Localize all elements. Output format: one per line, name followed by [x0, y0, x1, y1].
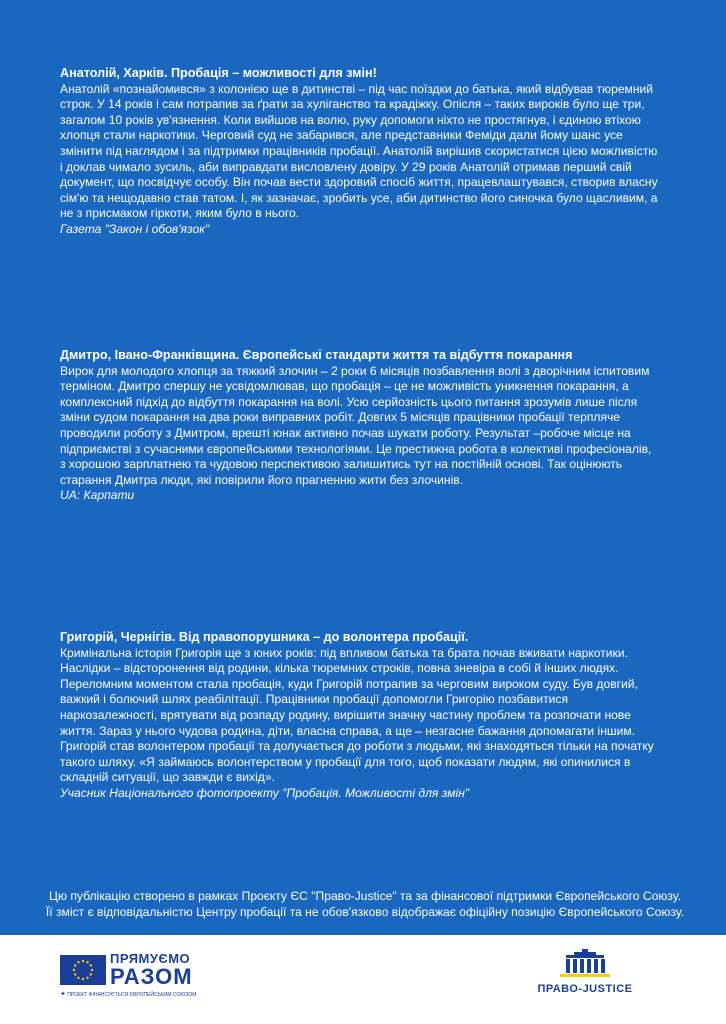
eu-disclaimer [20, 888, 710, 920]
story-source: UA: Карпати [60, 488, 135, 503]
logo-line-2: РАЗОМ [110, 964, 193, 989]
story-dmytro [60, 348, 660, 504]
story-anatoliy [60, 66, 660, 238]
columns-icon [558, 949, 612, 979]
story-title: Дмитро, Івано-Франківщина. Європейські стандарти життя та відбуття покарання [60, 348, 573, 362]
disclaimer-line-2: Її зміст є відповідальністю Центру пробації та не обов'язково відображає офіційну позицію Європейського Союзу. [45, 905, 685, 919]
story-title: Григорій, Чернігів. Від правопорушника – до волонтера пробації. [60, 630, 469, 644]
eu-funding-note [60, 992, 196, 998]
story-body: Кримінальна історія Григорія ще з юних років: під впливом батька та брата почав вживати наркотики. Наслідки – відсторонення від родини, кілька тюремних строків, повна зневіра в собі й інших людях. Переломним моментом стала пробація, куди Григорій потрапив за черговим вироком суду. Був довгий, важкий і болючий шлях реабілітації. Працівники пробації допомогли Григорію позбавитися наркозалежності, врятувати від розпаду родину, вирішити значну частину проблем та розпочати нове життя. Зараз у нього чудова родина, діти, власна справа, а ще – незгасне бажання допомагати іншим. Григорій став волонтером пробації та долучається до роботи з людьми, які знаходяться тільки на початку такого шляху. «Я займаюсь волонтерством у пробації для того, щоб показати людям, які опинилися в складній ситуації, що завжди є вихід». [60, 645, 654, 785]
story-body: Анатолій «познайомився» з колонією ще в дитинстві – під час поїздки до батька, який відбував тюремний строк. У 14 років і сам потрапив за ґрати за хуліганство та крадіжку. Опісля – таких вироків було ще три, загалом 10 років ув'язнення. Коли вийшов на волю, руку допомоги ніхто не простягнув, і єдиною втіхою хлопця стали наркотики. Черговий суд не забарився, але представники Феміди дали йому шанс усе змінити під наглядом і за підтримки працівників пробації. Анатолій вирішив скористатися цією можливістю і доклав чимало зусиль, аби виправдати висловлену довіру. У 29 років Анатолій отримав перший свій документ, що посвідчує особу. Він почав вести здоровий спосіб життя, працевлаштувався, створив власну сім'ю та нещодавно став татом. І, як зазначає, зробить усе, аби дитинство його синочка було щасливим, а не з присмаком гіркоти, яким було в нього. [60, 81, 658, 221]
logo-footer [0, 935, 726, 1024]
story-title: Анатолій, Харків. Пробація – можливості для змін! [60, 66, 377, 80]
disclaimer-line-1: Цю публікацію створено в рамках Проєкту ЄС "Право-Justice" та за фінансової підтримки Європейського Союзу. [49, 889, 681, 903]
story-source: Газета "Закон і обов'язок" [60, 221, 210, 236]
story-source: Учасник Національного фотопроекту "Пробація. Можливості для змін" [60, 785, 470, 800]
logo-line-1: ПРЯМУЄМО [110, 951, 191, 966]
pravo-justice-name: ПРАВО-JUSTICE [537, 983, 633, 995]
eu-funding-text: ПРОЕКТ ФІНАНСУЄТЬСЯ ЄВРОПЕЙСЬКИМ СОЮЗОМ [67, 992, 197, 998]
story-hryhoriy [60, 630, 660, 802]
eu-flag-icon [60, 955, 106, 985]
story-body: Вирок для молодого хлопця за тяжкий злочин – 2 роки 6 місяців позбавлення волі з дворічним іспитовим терміном. Дмитро спершу не усвідомлював, що пробація – це не можливість уникнення покарання, а комплексний підхід до відбуття покарання на волі. Усю серйозність цього питання зрозумів лише після зміни судом покарання на два роки виправних робіт. Довгих 5 місяців працівники пробації терпляче проводили роботу з Дмитром, врешті юнак активно почав шукати роботу. Результат –робоче місце на підприємстві з сучасними європейськими технологіями. Це престижна робота в колективі професіоналів, з хорошою зарплатнею та чудовою перспективою залишитись тут на постійній основі. Так оцінюють старання Дмитра люди, які повірили його прагненню жити без злочинів. [60, 363, 652, 487]
star-icon: ✦ [60, 991, 66, 998]
pryamuemo-razom-logo [110, 952, 193, 988]
pravo-justice-logo [530, 949, 640, 995]
